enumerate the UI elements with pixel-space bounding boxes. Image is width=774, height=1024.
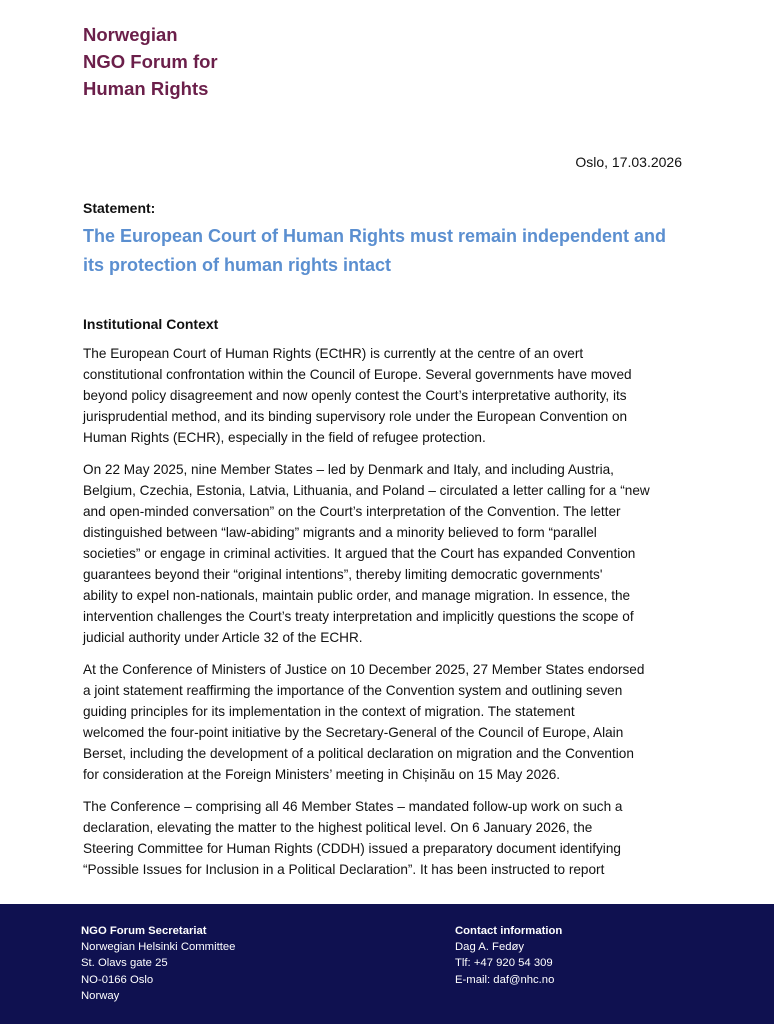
footer (0, 904, 774, 1024)
statement-title (83, 222, 703, 280)
section-heading: Institutional Context (83, 316, 219, 332)
paragraph-line: “Possible Issues for Inclusion in a Political Declaration”. It has been instructed to report (83, 862, 605, 877)
paragraph-line: judicial authority under Article 32 of the ECHR. (83, 630, 363, 645)
paragraph-line: Belgium, Czechia, Estonia, Latvia, Lithuania, and Poland – circulated a letter calling for a “new (83, 483, 650, 498)
body-paragraph (83, 796, 693, 880)
body-paragraph (83, 459, 693, 648)
statement-label: Statement: (83, 200, 156, 216)
address-line: Norway (81, 989, 120, 1002)
paragraph-line: Human Rights (ECHR), especially in the field of refugee protection. (83, 430, 486, 445)
paragraph-line: a joint statement reaffirming the importance of the Convention system and outlining seven (83, 683, 623, 698)
body-paragraph (83, 659, 693, 785)
paragraph-line: and open-minded conversation” on the Court’s interpretation of the Convention. The letter (83, 504, 621, 519)
org-name-line: NGO Forum for (83, 51, 218, 72)
paragraph-line: distinguished between “law-abiding” migrants and a minority believed to form “parallel (83, 525, 597, 540)
paragraph-line: The Conference – comprising all 46 Member States – mandated follow-up work on such a (83, 799, 623, 814)
paragraph-line: societies” or engage in criminal activities. It argued that the Court has expanded Convention (83, 546, 636, 561)
paragraph-line: intervention challenges the Court’s treaty interpretation and implicitly questions the scope of (83, 609, 634, 624)
paragraph-line: guarantees beyond their “original intentions”, thereby limiting democratic governments' (83, 567, 603, 582)
paragraph-line: On 22 May 2025, nine Member States – led by Denmark and Italy, and including Austria, (83, 462, 614, 477)
paragraph-line: The European Court of Human Rights (ECtHR) is currently at the centre of an overt (83, 346, 584, 361)
paragraph-line: constitutional confrontation within the Council of Europe. Several governments have moved (83, 367, 632, 382)
contact-phone: Tlf: +47 920 54 309 (455, 957, 553, 970)
paragraph-line: welcomed the four-point initiative by the Secretary-General of the Council of Europe, Alain (83, 725, 624, 740)
paragraph-line: Berset, including the development of a political declaration on migration and the Convention (83, 746, 634, 761)
org-name-line: Human Rights (83, 78, 209, 99)
organization-name (83, 21, 383, 102)
address-line: Norwegian Helsinki Committee (81, 941, 236, 954)
address-line: St. Olavs gate 25 (81, 957, 168, 970)
secretariat-heading: NGO Forum Secretariat (81, 925, 207, 937)
paragraph-line: At the Conference of Ministers of Justice on 10 December 2025, 27 Member States endorsed (83, 662, 645, 677)
paragraph-line: ability to expel non-nationals, maintain public order, and manage migration. In essence, the (83, 588, 631, 603)
contact-email: E-mail: daf@nhc.no (455, 973, 555, 986)
paragraph-line: for consideration at the Foreign Ministers’ meeting in Chișinău on 15 May 2026. (83, 767, 561, 782)
paragraph-line: guiding principles for its implementation in the context of migration. The statement (83, 704, 575, 719)
contact-information (455, 923, 562, 988)
paragraph-line: jurisprudential method, and its binding supervisory role under the European Convention on (83, 409, 628, 424)
paragraph-line: Steering Committee for Human Rights (CDDH) issued a preparatory document identifying (83, 841, 621, 856)
title-line: The European Court of Human Rights must remain independent and (83, 226, 667, 246)
document-date: Oslo, 17.03.2026 (575, 154, 682, 170)
title-line: its protection of human rights intact (83, 255, 392, 275)
org-name-line: Norwegian (83, 24, 178, 45)
paragraph-line: beyond policy disagreement and now openly contest the Court’s interpretative authority, its (83, 388, 627, 403)
body-paragraph (83, 343, 693, 448)
contact-heading: Contact information (455, 925, 563, 937)
body-text (83, 343, 693, 891)
secretariat-address (81, 923, 235, 1004)
address-line: NO-0166 Oslo (81, 973, 154, 986)
paragraph-line: declaration, elevating the matter to the highest political level. On 6 January 2026, the (83, 820, 593, 835)
contact-name: Dag A. Fedøy (455, 941, 525, 954)
